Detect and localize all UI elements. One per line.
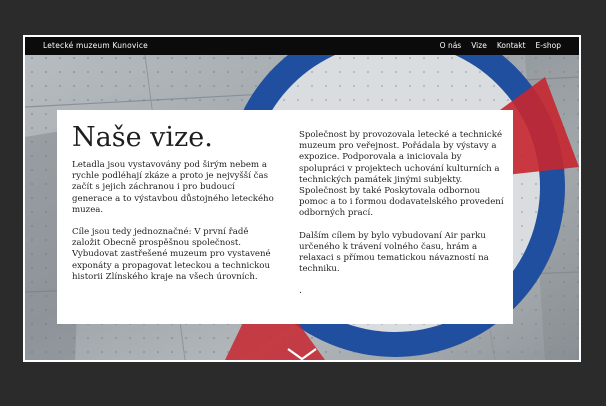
nav-item-e-shop[interactable]: E-shop xyxy=(535,41,561,50)
right-paragraph: Dalším cílem by bylo vybudovaní Air parku určeného k trávení volného času, hrám a relaxaci s přímou tematickou návazností na techniku. xyxy=(299,230,489,275)
left-paragraph: Letadla jsou vystavovány pod širým nebem a rychle podléhají zkáze a proto je nejvyšší čas začít s jejich záchranou i pro budoucí generace a to výstavbou důstojného leteckého muzea. xyxy=(72,160,274,215)
browser-frame xyxy=(23,35,581,362)
vision-panel xyxy=(57,110,513,324)
left-paragraph: Cíle jsou tedy jednoznačné: V první řadě založit Obecně prospěšnou společnost. Vybudovat zastřešené muzeum pro vystavené exponáty a propagovat leteckou a technickou historii Zlínského kraje na všech úrovních. xyxy=(72,227,271,282)
brand-link[interactable]: Letecké muzeum Kunovice xyxy=(43,41,148,50)
left-column xyxy=(72,122,277,294)
right-paragraph: Společnost by provozovala letecké a technické muzeum pro veřejnost. Pořádala by výstavy a expozice. Podporovala a iniciovala by spolupráci v projektech uchování kulturních a technických památek jinými subjekty. Společnost by také Poskytovala odbornou pomoc a to i formou dodavatelského provedení odborných prací. xyxy=(299,130,504,219)
top-navbar xyxy=(25,37,579,55)
nav-item-o-nas[interactable]: O nás xyxy=(439,41,462,50)
nav-item-kontakt[interactable]: Kontakt xyxy=(496,41,526,50)
chevron-down-icon[interactable] xyxy=(286,347,318,360)
nav-item-vize[interactable]: Vize xyxy=(471,41,487,50)
right-column xyxy=(299,130,504,296)
main-menu xyxy=(440,41,561,50)
page-title: Naše vize. xyxy=(72,122,213,153)
trailing-dot: . xyxy=(299,286,302,297)
page-viewport xyxy=(25,37,579,360)
